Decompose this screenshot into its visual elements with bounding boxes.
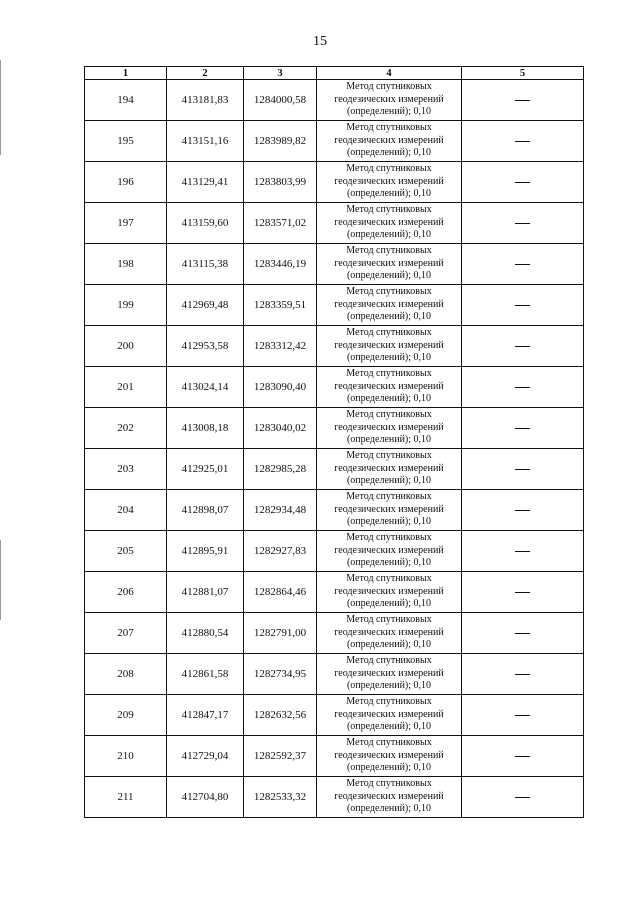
point-number-cell: 195: [85, 121, 167, 162]
column-header: 1: [85, 67, 167, 80]
column-header: 2: [167, 67, 244, 80]
x-coordinate-cell: 412953,58: [167, 326, 244, 367]
method-cell: [317, 367, 462, 408]
method-text-line: Метод спутниковых: [346, 122, 432, 134]
dash-mark: [515, 100, 530, 101]
description-cell: [462, 449, 584, 490]
method-cell: [317, 326, 462, 367]
dash-mark: [515, 797, 530, 798]
point-number-cell: 207: [85, 613, 167, 654]
dash-mark: [515, 182, 530, 183]
description-cell: [462, 162, 584, 203]
method-text-line: (определений); 0,10: [346, 352, 432, 364]
column-header: 3: [244, 67, 317, 80]
description-cell: [462, 367, 584, 408]
point-number-cell: 210: [85, 736, 167, 777]
x-coordinate-cell: 413008,18: [167, 408, 244, 449]
dash-mark: [515, 223, 530, 224]
dash-mark: [515, 756, 530, 757]
x-coordinate-cell: 412704,80: [167, 777, 244, 818]
table-row: [85, 531, 584, 572]
method-text-line: геодезических измерений: [334, 749, 444, 761]
description-cell: [462, 285, 584, 326]
x-coordinate-cell: 412898,07: [167, 490, 244, 531]
method-cell: [317, 613, 462, 654]
x-coordinate-cell: 412861,58: [167, 654, 244, 695]
y-coordinate-cell: 1283571,02: [244, 203, 317, 244]
method-text-line: (определений); 0,10: [346, 434, 432, 446]
dash-mark: [515, 141, 530, 142]
method-text-line: Метод спутниковых: [346, 573, 432, 585]
y-coordinate-cell: 1283803,99: [244, 162, 317, 203]
method-text-line: (определений); 0,10: [346, 229, 432, 241]
method-cell: [317, 408, 462, 449]
y-coordinate-cell: 1282592,37: [244, 736, 317, 777]
y-coordinate-cell: 1282927,83: [244, 531, 317, 572]
method-text-line: геодезических измерений: [334, 421, 444, 433]
method-cell: [317, 572, 462, 613]
table-row: [85, 449, 584, 490]
point-number-cell: 198: [85, 244, 167, 285]
table-row: [85, 203, 584, 244]
method-cell: [317, 777, 462, 818]
method-text-line: Метод спутниковых: [346, 245, 432, 257]
dash-mark: [515, 592, 530, 593]
scan-edge-mark: [0, 540, 1, 620]
point-number-cell: 208: [85, 654, 167, 695]
table-header-row: [85, 67, 584, 80]
method-text-line: Метод спутниковых: [346, 368, 432, 380]
method-text-line: (определений); 0,10: [346, 721, 432, 733]
column-header: 5: [462, 67, 584, 80]
x-coordinate-cell: 412729,04: [167, 736, 244, 777]
method-text-line: (определений); 0,10: [346, 106, 432, 118]
method-text-line: (определений); 0,10: [346, 803, 432, 815]
method-text-line: (определений); 0,10: [346, 147, 432, 159]
y-coordinate-cell: 1282934,48: [244, 490, 317, 531]
table-row: [85, 613, 584, 654]
column-header: 4: [317, 67, 462, 80]
description-cell: [462, 572, 584, 613]
method-text-line: геодезических измерений: [334, 216, 444, 228]
x-coordinate-cell: 412925,01: [167, 449, 244, 490]
method-cell: [317, 531, 462, 572]
method-text-line: геодезических измерений: [334, 380, 444, 392]
page-number: 15: [313, 34, 327, 49]
method-text-line: (определений); 0,10: [346, 680, 432, 692]
point-number-cell: 203: [85, 449, 167, 490]
method-text-line: (определений); 0,10: [346, 270, 432, 282]
x-coordinate-cell: 412895,91: [167, 531, 244, 572]
table-row: [85, 490, 584, 531]
dash-mark: [515, 510, 530, 511]
table-row: [85, 80, 584, 121]
y-coordinate-cell: 1282864,46: [244, 572, 317, 613]
dash-mark: [515, 469, 530, 470]
method-text-line: Метод спутниковых: [346, 614, 432, 626]
x-coordinate-cell: 413159,60: [167, 203, 244, 244]
method-cell: [317, 695, 462, 736]
method-text-line: (определений); 0,10: [346, 598, 432, 610]
description-cell: [462, 490, 584, 531]
description-cell: [462, 80, 584, 121]
point-number-cell: 199: [85, 285, 167, 326]
point-number-cell: 205: [85, 531, 167, 572]
method-cell: [317, 285, 462, 326]
method-text-line: геодезических измерений: [334, 462, 444, 474]
method-text-line: (определений); 0,10: [346, 311, 432, 323]
y-coordinate-cell: 1283989,82: [244, 121, 317, 162]
method-cell: [317, 80, 462, 121]
x-coordinate-cell: 413129,41: [167, 162, 244, 203]
y-coordinate-cell: 1284000,58: [244, 80, 317, 121]
y-coordinate-cell: 1282791,00: [244, 613, 317, 654]
method-text-line: (определений); 0,10: [346, 475, 432, 487]
point-number-cell: 201: [85, 367, 167, 408]
method-text-line: Метод спутниковых: [346, 737, 432, 749]
table-row: [85, 367, 584, 408]
table-body: [85, 80, 584, 818]
y-coordinate-cell: 1282632,56: [244, 695, 317, 736]
table-row: [85, 244, 584, 285]
method-text-line: геодезических измерений: [334, 339, 444, 351]
dash-mark: [515, 346, 530, 347]
method-text-line: геодезических измерений: [334, 257, 444, 269]
point-number-cell: 202: [85, 408, 167, 449]
method-text-line: геодезических измерений: [334, 667, 444, 679]
point-number-cell: 197: [85, 203, 167, 244]
method-text-line: Метод спутниковых: [346, 163, 432, 175]
x-coordinate-cell: 412969,48: [167, 285, 244, 326]
method-cell: [317, 449, 462, 490]
table-row: [85, 572, 584, 613]
table-row: [85, 121, 584, 162]
x-coordinate-cell: 413024,14: [167, 367, 244, 408]
method-text-line: Метод спутниковых: [346, 327, 432, 339]
y-coordinate-cell: 1283446,19: [244, 244, 317, 285]
y-coordinate-cell: 1283312,42: [244, 326, 317, 367]
description-cell: [462, 695, 584, 736]
x-coordinate-cell: 412881,07: [167, 572, 244, 613]
method-text-line: геодезических измерений: [334, 93, 444, 105]
method-text-line: Метод спутниковых: [346, 286, 432, 298]
y-coordinate-cell: 1283040,02: [244, 408, 317, 449]
description-cell: [462, 654, 584, 695]
method-text-line: (определений); 0,10: [346, 762, 432, 774]
method-text-line: Метод спутниковых: [346, 778, 432, 790]
description-cell: [462, 244, 584, 285]
point-number-cell: 204: [85, 490, 167, 531]
y-coordinate-cell: 1282985,28: [244, 449, 317, 490]
table-row: [85, 736, 584, 777]
method-text-line: (определений); 0,10: [346, 557, 432, 569]
method-text-line: геодезических измерений: [334, 175, 444, 187]
description-cell: [462, 408, 584, 449]
table-row: [85, 408, 584, 449]
y-coordinate-cell: 1283359,51: [244, 285, 317, 326]
method-text-line: геодезических измерений: [334, 134, 444, 146]
scan-edge-mark: [0, 60, 1, 155]
dash-mark: [515, 674, 530, 675]
point-number-cell: 209: [85, 695, 167, 736]
table-row: [85, 326, 584, 367]
dash-mark: [515, 633, 530, 634]
coordinates-table: [84, 66, 584, 818]
y-coordinate-cell: 1282533,32: [244, 777, 317, 818]
table-row: [85, 162, 584, 203]
table-row: [85, 695, 584, 736]
description-cell: [462, 121, 584, 162]
method-cell: [317, 654, 462, 695]
x-coordinate-cell: 413181,83: [167, 80, 244, 121]
description-cell: [462, 736, 584, 777]
description-cell: [462, 531, 584, 572]
method-text-line: геодезических измерений: [334, 298, 444, 310]
dash-mark: [515, 387, 530, 388]
method-cell: [317, 490, 462, 531]
description-cell: [462, 613, 584, 654]
dash-mark: [515, 715, 530, 716]
method-cell: [317, 736, 462, 777]
x-coordinate-cell: 413115,38: [167, 244, 244, 285]
description-cell: [462, 777, 584, 818]
method-cell: [317, 162, 462, 203]
table-row: [85, 777, 584, 818]
description-cell: [462, 326, 584, 367]
table-row: [85, 654, 584, 695]
method-text-line: Метод спутниковых: [346, 450, 432, 462]
y-coordinate-cell: 1282734,95: [244, 654, 317, 695]
point-number-cell: 196: [85, 162, 167, 203]
method-text-line: (определений); 0,10: [346, 639, 432, 651]
method-text-line: Метод спутниковых: [346, 696, 432, 708]
method-text-line: Метод спутниковых: [346, 81, 432, 93]
method-text-line: Метод спутниковых: [346, 532, 432, 544]
method-text-line: геодезических измерений: [334, 626, 444, 638]
method-text-line: Метод спутниковых: [346, 204, 432, 216]
method-cell: [317, 244, 462, 285]
x-coordinate-cell: 412880,54: [167, 613, 244, 654]
point-number-cell: 211: [85, 777, 167, 818]
dash-mark: [515, 264, 530, 265]
method-text-line: геодезических измерений: [334, 585, 444, 597]
x-coordinate-cell: 413151,16: [167, 121, 244, 162]
description-cell: [462, 203, 584, 244]
method-text-line: (определений); 0,10: [346, 516, 432, 528]
method-text-line: (определений); 0,10: [346, 188, 432, 200]
dash-mark: [515, 551, 530, 552]
method-text-line: геодезических измерений: [334, 503, 444, 515]
table-row: [85, 285, 584, 326]
method-cell: [317, 121, 462, 162]
method-cell: [317, 203, 462, 244]
method-text-line: геодезических измерений: [334, 544, 444, 556]
point-number-cell: 206: [85, 572, 167, 613]
method-text-line: геодезических измерений: [334, 790, 444, 802]
x-coordinate-cell: 412847,17: [167, 695, 244, 736]
method-text-line: (определений); 0,10: [346, 393, 432, 405]
point-number-cell: 200: [85, 326, 167, 367]
dash-mark: [515, 428, 530, 429]
method-text-line: Метод спутниковых: [346, 409, 432, 421]
point-number-cell: 194: [85, 80, 167, 121]
method-text-line: геодезических измерений: [334, 708, 444, 720]
method-text-line: Метод спутниковых: [346, 491, 432, 503]
y-coordinate-cell: 1283090,40: [244, 367, 317, 408]
dash-mark: [515, 305, 530, 306]
method-text-line: Метод спутниковых: [346, 655, 432, 667]
